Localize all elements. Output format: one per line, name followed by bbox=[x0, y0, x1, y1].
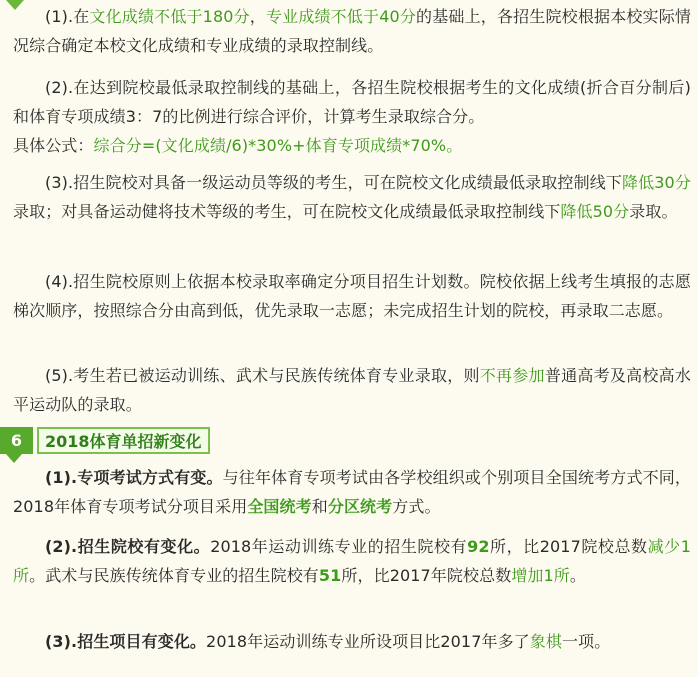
rule-paragraph-3 bbox=[13, 168, 691, 226]
p3-reduce-30-highlight: 降低30分 bbox=[622, 173, 691, 192]
change-paragraph-2 bbox=[13, 532, 691, 590]
change-paragraph-1 bbox=[13, 463, 691, 521]
c3-chess-highlight: 象棋 bbox=[529, 632, 562, 651]
rule-paragraph-2 bbox=[13, 73, 691, 131]
c2-decrease-highlight: 减少1所 bbox=[13, 537, 692, 585]
p1-text-c: ， bbox=[249, 7, 266, 26]
section-title-text: 2018体育单招新变化 bbox=[45, 432, 202, 451]
p1-major-score-highlight: 专业成绩不低于40分 bbox=[265, 7, 417, 26]
rule-paragraph-5 bbox=[13, 361, 691, 419]
c2-text-g: 所，比2017年院校总数 bbox=[341, 566, 512, 585]
c2-text-i: 。 bbox=[569, 566, 587, 585]
c2-text-c: 所，比2017院校总数 bbox=[489, 537, 648, 556]
formula-line bbox=[13, 131, 691, 160]
formula-value: 综合分=(文化成绩/6)*30%+体育专项成绩*70%。 bbox=[93, 136, 463, 155]
rule-paragraph-4 bbox=[13, 267, 691, 325]
p4-text: (4).招生院校原则上依据本校录取率确定分项目招生计划数。院校依据上线考生填报的志愿梯次顺序，按照综合分由高到低，优先录取一志愿；未完成招生计划的院校，再录取二志愿。 bbox=[13, 272, 691, 320]
p5-text-c: 普通高考及高校高水平运动队的录取。 bbox=[13, 366, 691, 414]
p3-reduce-50-highlight: 降低50分 bbox=[560, 202, 630, 221]
p3-text-e: 录取。 bbox=[629, 202, 678, 221]
p5-text-a: (5).考生若已被运动训练、武术与民族传统体育专业录取，则 bbox=[45, 366, 480, 385]
section-header bbox=[0, 427, 210, 454]
c3-lead: (3).招生项目有变化。 bbox=[45, 632, 207, 651]
p3-text-a: (3).招生院校对具备一级运动员等级的考生，可在院校文化成绩最低录取控制线下 bbox=[45, 173, 622, 192]
p1-text-e: 的基础上，各招生院校根据本校实际情况综合确定本校文化成绩和专业成绩的录取控制线。 bbox=[13, 7, 692, 55]
c1-text-e: 方式。 bbox=[392, 497, 441, 516]
c2-lead: (2).招生院校有变化。 bbox=[45, 537, 211, 556]
section-title bbox=[37, 427, 210, 454]
p1-text-a: (1).在 bbox=[45, 7, 90, 26]
section-number: 6 bbox=[10, 431, 23, 450]
c1-regional-exam-highlight: 分区统考 bbox=[327, 497, 393, 516]
p3-text-c: 录取；对具备运动健将技术等级的考生，可在院校文化成绩最低录取控制线下 bbox=[13, 202, 561, 221]
c2-count-51: 51 bbox=[318, 566, 342, 585]
rule-paragraph-1 bbox=[13, 2, 691, 60]
c2-count-92: 92 bbox=[467, 537, 490, 556]
badge-tail-icon bbox=[6, 454, 22, 463]
c2-text-e: 。武术与民族传统体育专业的招生院校有 bbox=[29, 566, 319, 585]
c3-text-a: 2018年运动训练专业所设项目比2017年多了 bbox=[206, 632, 530, 651]
p1-culture-score-highlight: 文化成绩不低于180分 bbox=[89, 7, 250, 26]
p2-text: (2).在达到院校最低录取控制线的基础上，各招生院校根据考生的文化成绩(折合百分制后)和体育专项成绩3：7的比例进行综合评价，计算考生录取综合分。 bbox=[13, 78, 691, 126]
formula-label: 具体公式： bbox=[13, 136, 94, 155]
c2-increase-highlight: 增加1所 bbox=[511, 566, 570, 585]
change-paragraph-3 bbox=[13, 627, 691, 656]
c1-text-a: 与往年体育专项考试由各学校组织或个别项目全国统考方式不同，2018年体育专项考试分项目采用 bbox=[13, 468, 691, 516]
p5-no-longer-highlight: 不再参加 bbox=[479, 366, 545, 385]
c2-text-a: 2018年运动训练专业的招生院校有 bbox=[210, 537, 468, 556]
c1-national-exam-highlight: 全国统考 bbox=[247, 497, 312, 516]
c3-text-c: 一项。 bbox=[562, 632, 611, 651]
section-number-badge bbox=[0, 427, 33, 454]
c1-lead: (1).专项考试方式有变。 bbox=[45, 468, 223, 487]
c1-text-c: 和 bbox=[311, 497, 328, 516]
